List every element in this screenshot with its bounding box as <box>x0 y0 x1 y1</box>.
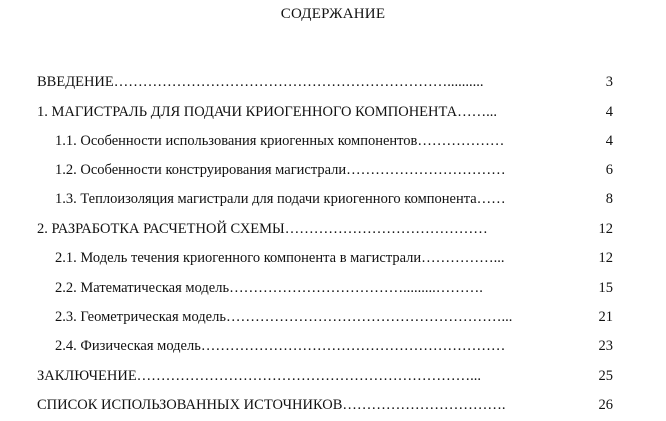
toc-entry-label: 1.2. Особенности конструирования магистрали…………………………… <box>55 162 506 178</box>
toc-entry-label: 2.1. Модель течения криогенного компонента в магистрали……………... <box>55 250 505 266</box>
toc-entry-chapter-1 <box>37 103 613 121</box>
toc-entry-references <box>37 396 613 414</box>
toc-entry-page: 6 <box>605 162 613 178</box>
page-title: СОДЕРЖАНИЕ <box>280 6 386 22</box>
toc-entry-page: 25 <box>598 368 613 384</box>
toc-entry-chapter-2 <box>37 220 613 238</box>
toc-entry-page: 26 <box>598 397 613 413</box>
toc-entry-section-2-4 <box>55 337 613 355</box>
toc-entry-label: 2. РАЗРАБОТКА РАСЧЕТНОЙ СХЕМЫ…………………………………… <box>37 221 488 237</box>
toc-entry-label: 1.3. Теплоизоляция магистрали для подачи криогенного компонента…… <box>55 191 506 207</box>
toc-entry-label: СПИСОК ИСПОЛЬЗОВАННЫХ ИСТОЧНИКОВ……………………………. <box>37 397 506 413</box>
toc-entry-section-1-2 <box>55 161 613 179</box>
toc-entry-page: 23 <box>598 338 613 354</box>
toc-entry-page: 4 <box>605 133 613 149</box>
toc-entry-label: 2.4. Физическая модель……………………………………………………… <box>55 338 506 354</box>
toc-entry-page: 3 <box>605 74 613 90</box>
toc-entry-page: 21 <box>598 309 613 325</box>
toc-entry-page: 15 <box>598 280 613 296</box>
toc-entry-label: 2.2. Математическая модель……………………………….........………. <box>55 280 483 296</box>
toc-entry-page: 12 <box>598 250 613 266</box>
toc-entry-page: 8 <box>605 191 613 207</box>
toc-entry-label: 1.1. Особенности использования криогенных компонентов……………… <box>55 133 505 149</box>
toc-entry-label: 1. МАГИСТРАЛЬ ДЛЯ ПОДАЧИ КРИОГЕННОГО КОМПОНЕНТА……... <box>37 104 497 120</box>
toc-entry-conclusion <box>37 367 613 385</box>
toc-entry-section-2-1 <box>55 249 613 267</box>
toc-entry-section-1-1 <box>55 132 613 150</box>
toc-entry-section-1-3 <box>55 190 613 208</box>
toc-entry-label: ЗАКЛЮЧЕНИЕ……………………………………………………………... <box>37 368 482 384</box>
toc-entry-section-2-3 <box>55 308 613 326</box>
toc-entry-page: 12 <box>598 221 613 237</box>
toc-entry-label: ВВЕДЕНИЕ…………………………………………………………….......... <box>37 74 484 90</box>
toc-entry-label: 2.3. Геометрическая модель…………………………………………………... <box>55 309 513 325</box>
toc-entry-page: 4 <box>605 104 613 120</box>
toc-entry-section-2-2 <box>55 279 613 297</box>
toc-entry-introduction <box>37 73 613 91</box>
